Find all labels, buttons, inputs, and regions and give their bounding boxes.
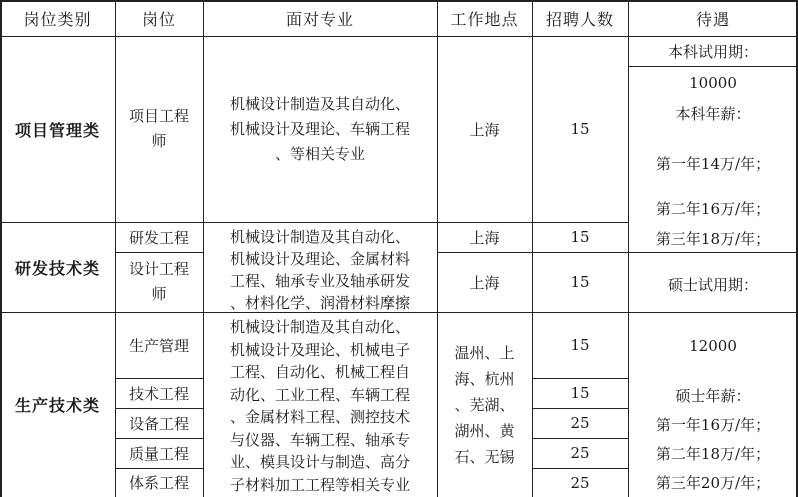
headcount-equipment: 25 [570, 414, 590, 432]
headcount-design: 15 [570, 273, 590, 291]
benefit-line: 第二年18万/年； [655, 444, 771, 463]
location-line: 温州、上 [454, 343, 515, 362]
headcount-quality: 25 [570, 444, 590, 462]
header-benefits: 待遇 [695, 9, 730, 29]
location-line: 石、无锡 [454, 447, 515, 466]
major-line: 、等相关专业 [274, 144, 365, 163]
header-headcount: 招聘人数 [545, 9, 614, 29]
major-line: 机械设计及理论、金属材料 [229, 250, 410, 268]
position-equipment-engineer: 设备工程 [128, 414, 189, 433]
position-line: 师 [151, 132, 167, 150]
header-category: 岗位类别 [23, 9, 92, 29]
benefit-line: 第一年16万/年； [655, 415, 771, 434]
location-line: 湖州、黄 [454, 421, 515, 440]
major-line: 机械设计制造及其自动化、 [229, 318, 410, 336]
position-quality-engineer: 质量工程 [128, 444, 189, 463]
location-production [437, 312, 532, 497]
location-project: 上海 [469, 120, 500, 139]
benefit-line: 12000 [689, 337, 737, 355]
headcount-system: 25 [570, 473, 590, 492]
major-line: 动化、工业工程、车辆工程 [229, 385, 410, 404]
position-line: 设计工程 [128, 260, 189, 278]
major-line: 工程、自动化、机械工程自 [229, 363, 410, 381]
major-line: 机械设计制造及其自动化、 [229, 94, 410, 113]
location-rnd: 上海 [469, 228, 500, 247]
header-major: 面对专业 [285, 9, 354, 29]
major-line: 业、模具设计与制造、高分 [229, 453, 410, 471]
position-project-engineer [115, 36, 203, 222]
benefit-line: 10000 [689, 74, 737, 92]
benefit-line: 第一年14万/年； [655, 154, 771, 173]
headcount-tech: 15 [570, 384, 590, 402]
benefit-line: 第二年16万/年； [655, 199, 771, 218]
position-line: 项目工程 [128, 107, 189, 125]
position-system-engineer: 体系工程 [128, 474, 189, 492]
benefit-line: 本科年薪： [675, 104, 751, 123]
header-position: 岗位 [141, 9, 176, 29]
position-line: 师 [151, 285, 167, 303]
benefit-line: 硕士试用期： [667, 275, 758, 294]
category-project: 项目管理类 [14, 120, 100, 140]
major-production [203, 312, 437, 497]
position-rnd-engineer: 研发工程 [128, 228, 189, 247]
benefit-line: 第三年18万/年； [655, 229, 771, 248]
major-line: 机械设计及理论、机械电子 [229, 340, 410, 359]
headcount-production-mgmt: 15 [570, 336, 590, 354]
category-rnd: 研发技术类 [14, 258, 100, 278]
major-line: 子材料加工工程等相关专业 [229, 475, 410, 494]
benefit-line: 硕士年薪： [675, 386, 751, 405]
major-line: 机械设计制造及其自动化、 [229, 228, 410, 246]
major-line: 、材料化学、润滑材料摩擦 [229, 294, 410, 312]
major-line: 工程、轴承专业及轴承研发 [229, 272, 410, 290]
header-location: 工作地点 [450, 9, 519, 29]
location-design: 上海 [469, 273, 500, 292]
benefit-line: 本科试用期： [667, 42, 758, 61]
location-line: 海、杭州 [454, 369, 515, 388]
major-line: 机械设计及理论、车辆工程 [229, 119, 410, 138]
headcount-project: 15 [570, 120, 590, 138]
headcount-rnd: 15 [570, 228, 590, 246]
position-tech-engineer: 技术工程 [128, 384, 189, 403]
major-line: 、金属材料工程、测控技术 [229, 408, 410, 426]
major-rnd [203, 222, 437, 312]
major-line: 与仪器、车辆工程、轴承专 [229, 430, 410, 449]
location-line: 、芜湖、 [454, 395, 515, 414]
position-design-engineer [115, 252, 203, 312]
category-production: 生产技术类 [14, 396, 100, 415]
benefit-line: 第三年20万/年； [655, 473, 771, 492]
position-production-mgmt: 生产管理 [128, 336, 189, 355]
major-project [203, 36, 437, 222]
